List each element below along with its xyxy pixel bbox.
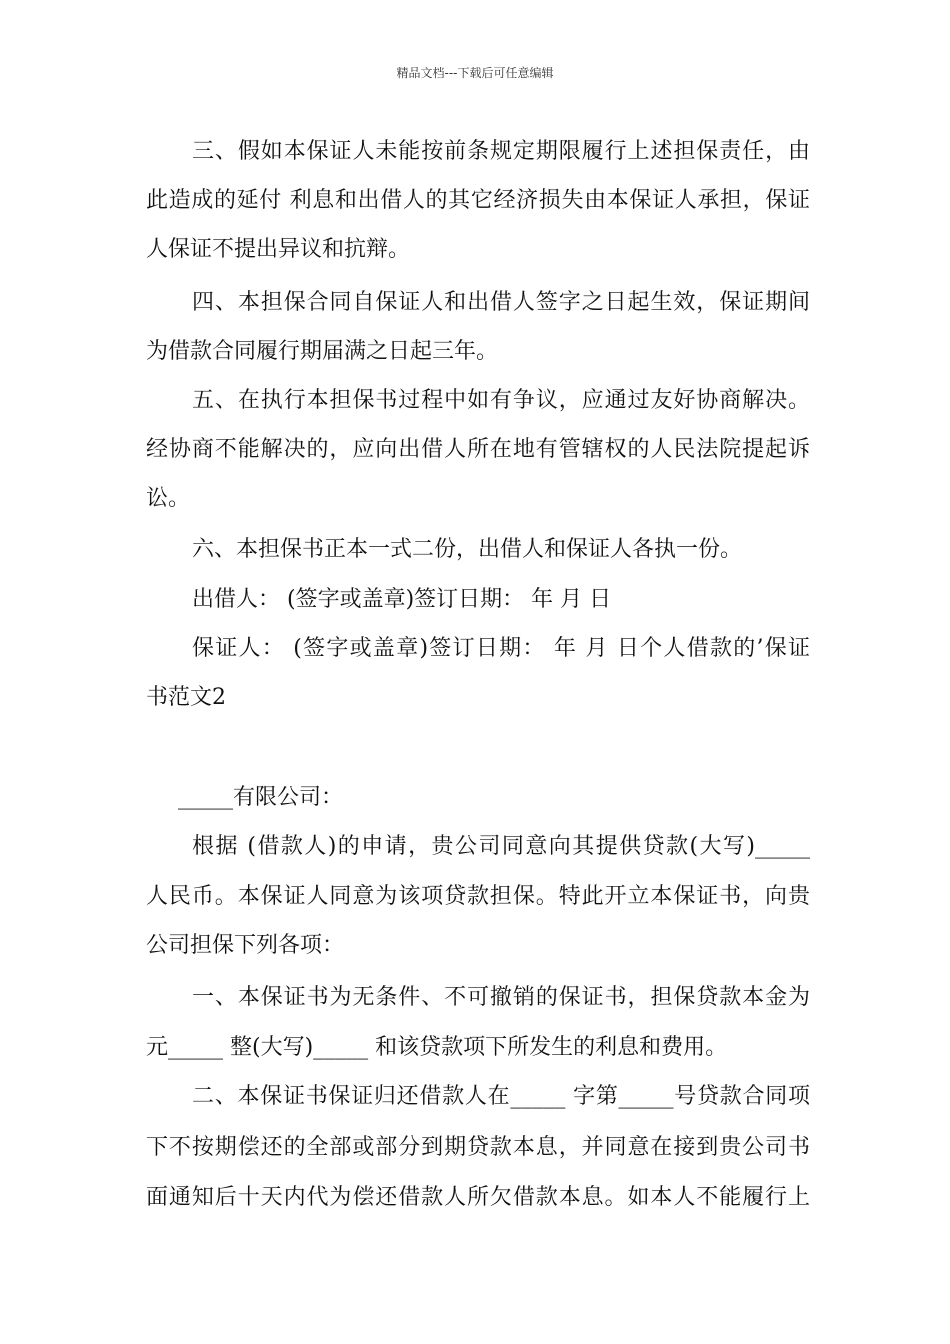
intro-line-3: 公司担保下列各项： bbox=[146, 933, 345, 958]
section-title-line: 书范文2 bbox=[146, 685, 226, 710]
salutation-line: _____有限公司： bbox=[178, 785, 344, 810]
clause-5-line-3: 讼。 bbox=[146, 486, 191, 511]
page-header: 精品文档---下载后可任意编辑 bbox=[396, 66, 554, 80]
clause-6-line-1: 六、本担保书正本一式二份，出借人和保证人各执一份。 bbox=[192, 537, 743, 562]
item-1-line-1: 一、本保证书为无条件、不可撤销的保证书，担保贷款本金为 bbox=[192, 985, 810, 1010]
clause-5-line-1: 五、在执行本担保书过程中如有争议，应通过友好协商解决。 bbox=[192, 388, 810, 413]
item-2-line-2: 下不按期偿还的全部或部分到期贷款本息，并同意在接到贵公司书 bbox=[146, 1135, 810, 1160]
intro-line-2: 人民币。本保证人同意为该项贷款担保。特此开立本保证书，向贵 bbox=[146, 884, 810, 909]
item-2-line-3: 面通知后十天内代为偿还借款人所欠借款本息。如本人不能履行上 bbox=[146, 1185, 810, 1210]
item-2-line-1: 二、本保证书保证归还借款人在_____ 字第_____号贷款合同项 bbox=[192, 1084, 810, 1109]
clause-3-line-1: 三、假如本保证人未能按前条规定期限履行上述担保责任，由 bbox=[192, 139, 810, 164]
lender-signature-line: 出借人： (签字或盖章)签订日期： 年 月 日 bbox=[192, 587, 612, 612]
clause-3-line-2: 此造成的延付 利息和出借人的其它经济损失由本保证人承担，保证 bbox=[146, 188, 810, 213]
clause-4-line-1: 四、本担保合同自保证人和出借人签字之日起生效，保证期间 bbox=[192, 290, 810, 315]
item-1-line-2: 元_____ 整(大写)_____ 和该贷款项下所发生的利息和费用。 bbox=[146, 1035, 728, 1060]
intro-line-1: 根据 (借款人)的申请，贵公司同意向其提供贷款(大写)_____ bbox=[192, 834, 810, 859]
guarantor-signature-line: 保证人： (签字或盖章)签订日期： 年 月 日个人借款的’保证 bbox=[192, 636, 810, 661]
clause-3-line-3: 人保证不提出异议和抗辩。 bbox=[146, 237, 411, 262]
clause-4-line-2: 为借款合同履行期届满之日起三年。 bbox=[146, 339, 499, 364]
clause-5-line-2: 经协商不能解决的，应向出借人所在地有管辖权的人民法院提起诉 bbox=[146, 437, 810, 462]
